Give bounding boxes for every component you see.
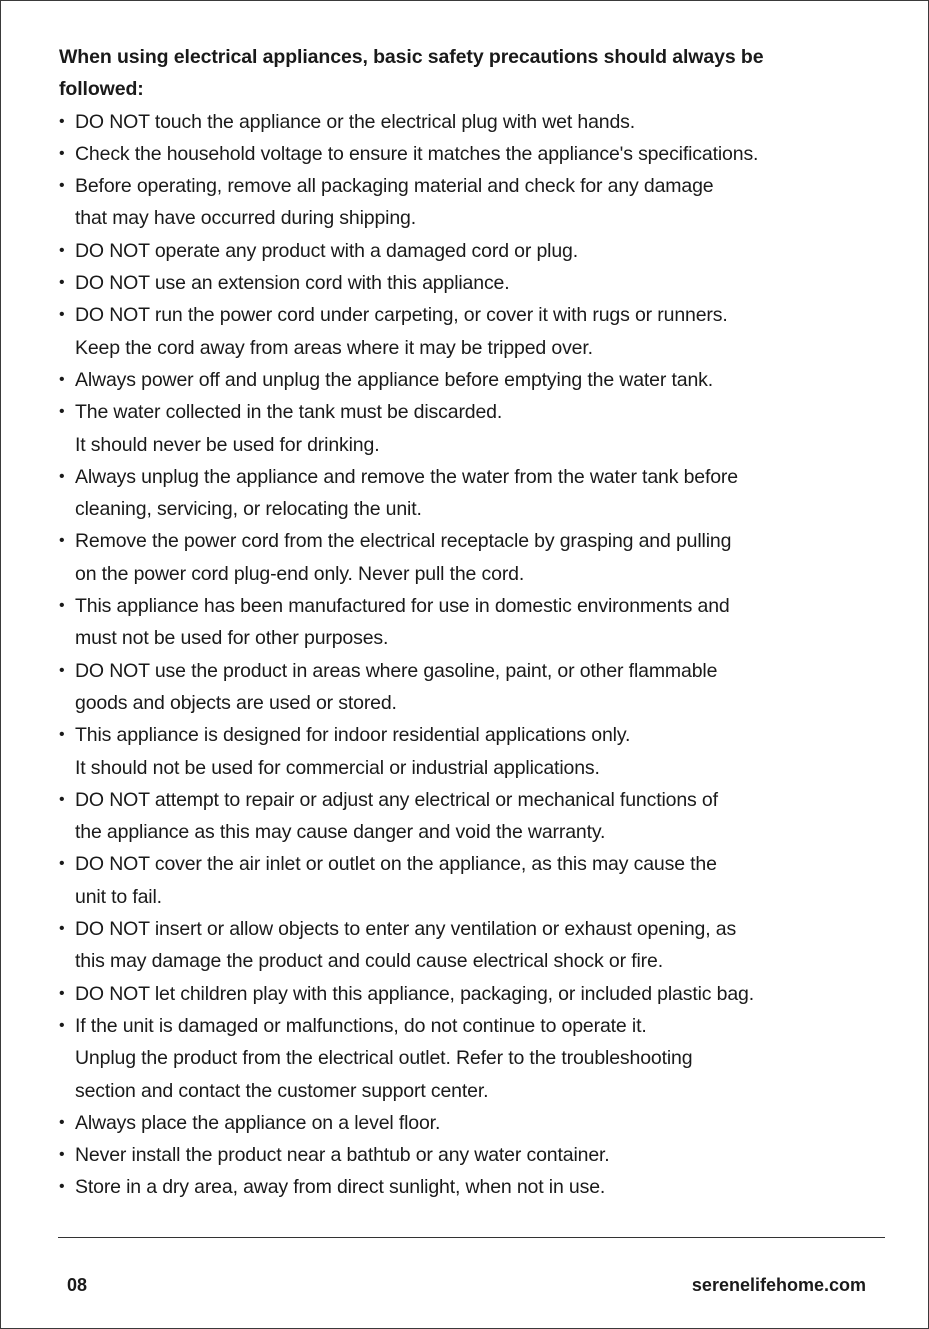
precaution-item [59, 719, 889, 784]
precaution-text: that may have occurred during shipping. [75, 207, 417, 230]
precaution-item [59, 396, 889, 461]
precaution-item [59, 784, 889, 849]
precaution-text: Store in a dry area, away from direct sunlight, when not in use. [75, 1176, 606, 1199]
bullet-icon: • [59, 370, 65, 388]
precaution-text: The water collected in the tank must be discarded. [75, 401, 503, 424]
precaution-text: Check the household voltage to ensure it matches the appliance's specifications. [75, 142, 759, 165]
precaution-text: Before operating, remove all packaging material and check for any damage [75, 175, 714, 198]
precaution-item [59, 525, 889, 590]
bullet-icon: • [59, 144, 65, 162]
precaution-item [59, 1139, 889, 1171]
precaution-text: DO NOT run the power cord under carpeting, or cover it with rugs or runners. [75, 304, 728, 327]
precaution-text: DO NOT insert or allow objects to enter any ventilation or exhaust opening, as [75, 918, 737, 941]
precaution-text: the appliance as this may cause danger and void the warranty. [75, 821, 606, 844]
precaution-text: Keep the cord away from areas where it may be tripped over. [75, 336, 593, 359]
page-number: 08 [67, 1275, 88, 1295]
bullet-icon: • [59, 241, 65, 259]
precaution-text: This appliance is designed for indoor residential applications only. [75, 724, 631, 747]
bullet-icon: • [59, 403, 65, 421]
precaution-text: Always unplug the appliance and remove the water from the water tank before [75, 465, 738, 488]
precaution-list [59, 106, 889, 1204]
precaution-item [59, 170, 889, 235]
bullet-icon: • [59, 112, 65, 130]
precaution-text: Unplug the product from the electrical outlet. Refer to the troubleshooting [75, 1047, 693, 1070]
bullet-icon: • [59, 661, 65, 679]
bullet-icon: • [59, 1016, 65, 1034]
bullet-icon: • [59, 855, 65, 873]
precaution-item [59, 106, 889, 138]
bullet-icon: • [59, 984, 65, 1002]
heading-line-1: When using electrical appliances, basic safety precautions should always be [59, 46, 764, 68]
precaution-text: If the unit is damaged or malfunctions, do not continue to operate it. [75, 1014, 647, 1037]
precaution-item [59, 655, 889, 720]
precaution-text: DO NOT attempt to repair or adjust any electrical or mechanical functions of [75, 788, 718, 811]
section-heading [59, 41, 889, 106]
bullet-icon: • [59, 597, 65, 615]
bullet-icon: • [59, 467, 65, 485]
bullet-icon: • [59, 1146, 65, 1164]
bullet-icon: • [59, 532, 65, 550]
bullet-icon: • [59, 177, 65, 195]
precaution-item [59, 1010, 889, 1107]
precaution-text: It should not be used for commercial or industrial applications. [75, 756, 600, 779]
website-link[interactable]: serenelifehome.com [691, 1275, 866, 1295]
precaution-text: DO NOT touch the appliance or the electrical plug with wet hands. [75, 110, 636, 133]
precaution-text: Always place the appliance on a level floor. [75, 1111, 441, 1134]
precaution-item [59, 1107, 889, 1139]
precaution-text: DO NOT cover the air inlet or outlet on the appliance, as this may cause the [75, 853, 717, 876]
bullet-icon: • [59, 306, 65, 324]
bullet-icon: • [59, 920, 65, 938]
precaution-text: Remove the power cord from the electrical receptacle by grasping and pulling [75, 530, 732, 553]
precaution-text: DO NOT use the product in areas where gasoline, paint, or other flammable [75, 659, 718, 682]
precaution-text: unit to fail. [75, 885, 162, 908]
precaution-text: goods and objects are used or stored. [75, 691, 397, 714]
heading-line-2: followed: [59, 78, 144, 101]
precaution-text: This appliance has been manufactured for use in domestic environments and [75, 595, 730, 618]
precaution-item [59, 299, 889, 364]
precaution-item [59, 267, 889, 299]
precaution-item [59, 461, 889, 526]
precaution-item [59, 138, 889, 170]
precaution-text: must not be used for other purposes. [75, 627, 389, 650]
bullet-icon: • [59, 726, 65, 744]
precaution-text: Never install the product near a bathtub or any water container. [75, 1144, 610, 1167]
precaution-item [59, 913, 889, 978]
precaution-item [59, 1171, 889, 1203]
precaution-text: section and contact the customer support center. [75, 1079, 489, 1102]
footer-divider [58, 1237, 885, 1238]
safety-section [59, 41, 889, 1204]
bullet-icon: • [59, 790, 65, 808]
precaution-item [59, 235, 889, 267]
precaution-item [59, 978, 889, 1010]
bullet-icon: • [59, 1113, 65, 1131]
precaution-text: cleaning, servicing, or relocating the unit. [75, 498, 422, 521]
precaution-text: this may damage the product and could cause electrical shock or fire. [75, 950, 663, 973]
precaution-text: DO NOT let children play with this appliance, packaging, or included plastic bag. [75, 982, 755, 1005]
bullet-icon: • [59, 1178, 65, 1196]
precaution-text: DO NOT use an extension cord with this appliance. [75, 272, 510, 295]
precaution-item [59, 364, 889, 396]
precaution-text: on the power cord plug-end only. Never pull the cord. [75, 562, 525, 585]
precaution-text: DO NOT operate any product with a damaged cord or plug. [75, 239, 578, 262]
bullet-icon: • [59, 274, 65, 292]
precaution-text: Always power off and unplug the appliance before emptying the water tank. [75, 368, 714, 391]
precaution-item [59, 590, 889, 655]
precaution-text: It should never be used for drinking. [75, 433, 380, 456]
precaution-item [59, 848, 889, 913]
